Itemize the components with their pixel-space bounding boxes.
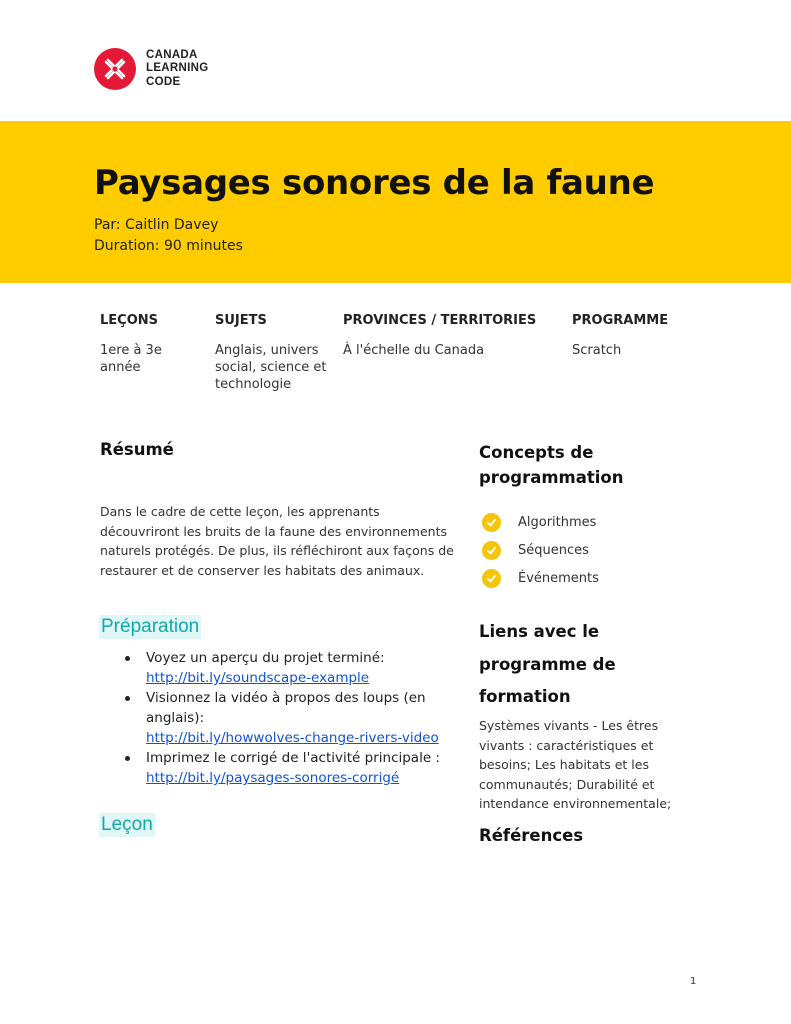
- byline: [94, 215, 243, 257]
- page-number: 1: [690, 976, 697, 987]
- logo-wordmark: [146, 49, 208, 90]
- brand-logo: [94, 48, 208, 90]
- logo-line: LEARNING: [146, 62, 209, 75]
- resume-heading: Résumé: [100, 440, 174, 459]
- author: Par: Caitlin Davey: [94, 217, 219, 233]
- concept-label: Événements: [518, 570, 599, 586]
- logo-line: CODE: [146, 75, 181, 88]
- meta-value: 1ere à 3e année: [100, 343, 162, 375]
- meta-sujets: [215, 313, 330, 393]
- list-item: [120, 748, 470, 788]
- check-icon: [482, 569, 501, 588]
- check-icon: [482, 513, 501, 532]
- curriculum-links-heading: Liens avec le programme de formation: [479, 622, 616, 706]
- meta-provinces: [343, 313, 553, 359]
- meta-label: PROVINCES / TERRITORIES: [343, 313, 537, 328]
- meta-programme: [572, 313, 712, 359]
- soundscape-example-link[interactable]: http://bit.ly/soundscape-example: [146, 670, 370, 686]
- list-item: [120, 688, 470, 748]
- meta-value: Anglais, univers social, science et technologie: [215, 343, 327, 392]
- meta-label: PROGRAMME: [572, 313, 669, 328]
- title-banner: [0, 121, 791, 283]
- resume-text: Dans le cadre de cette leçon, les apprenants découvriront les bruits de la faune des environnements naturels protégés. De plus, ils réfléchiront aux façons de restaurer et de conserver les habitats des animaux.: [100, 504, 454, 578]
- concept-label: Algorithmes: [518, 514, 597, 530]
- page-title: Paysages sonores de la faune: [94, 163, 655, 203]
- concept-label: Séquences: [518, 542, 589, 558]
- references-heading: Références: [479, 826, 584, 845]
- list-item: [120, 648, 470, 688]
- canada-learning-code-logo-icon: [94, 48, 136, 90]
- meta-value: Scratch: [572, 343, 622, 358]
- meta-label: SUJETS: [215, 313, 267, 328]
- preparation-heading: Préparation: [101, 616, 200, 637]
- item-text: Visionnez la vidéo à propos des loups (en anglais):: [146, 690, 426, 726]
- check-icon: [482, 541, 501, 560]
- concept-item: [482, 564, 599, 592]
- logo-line: CANADA: [146, 48, 198, 61]
- meta-value: À l'échelle du Canada: [343, 343, 485, 358]
- curriculum-links-text: Systèmes vivants - Les êtres vivants : caractéristiques et besoins; Les habitats et les communautés; Durabilité et intendance environnementale;: [479, 718, 672, 811]
- item-text: Imprimez le corrigé de l'activité principale :: [146, 750, 440, 766]
- preparation-list: [120, 648, 470, 788]
- meta-label: LEÇONS: [100, 313, 158, 328]
- concept-item: [482, 536, 599, 564]
- concept-item: [482, 508, 599, 536]
- lecon-heading: Leçon: [101, 814, 153, 835]
- wolves-video-link[interactable]: http://bit.ly/howwolves-change-rivers-video: [146, 730, 439, 746]
- duration: Duration: 90 minutes: [94, 238, 243, 254]
- meta-lecons: [100, 313, 190, 376]
- answer-key-link[interactable]: http://bit.ly/paysages-sonores-corrigé: [146, 770, 400, 786]
- concepts-heading: Concepts de programmation: [479, 443, 624, 487]
- item-text: Voyez un aperçu du projet terminé:: [146, 650, 385, 666]
- concepts-list: [482, 508, 599, 592]
